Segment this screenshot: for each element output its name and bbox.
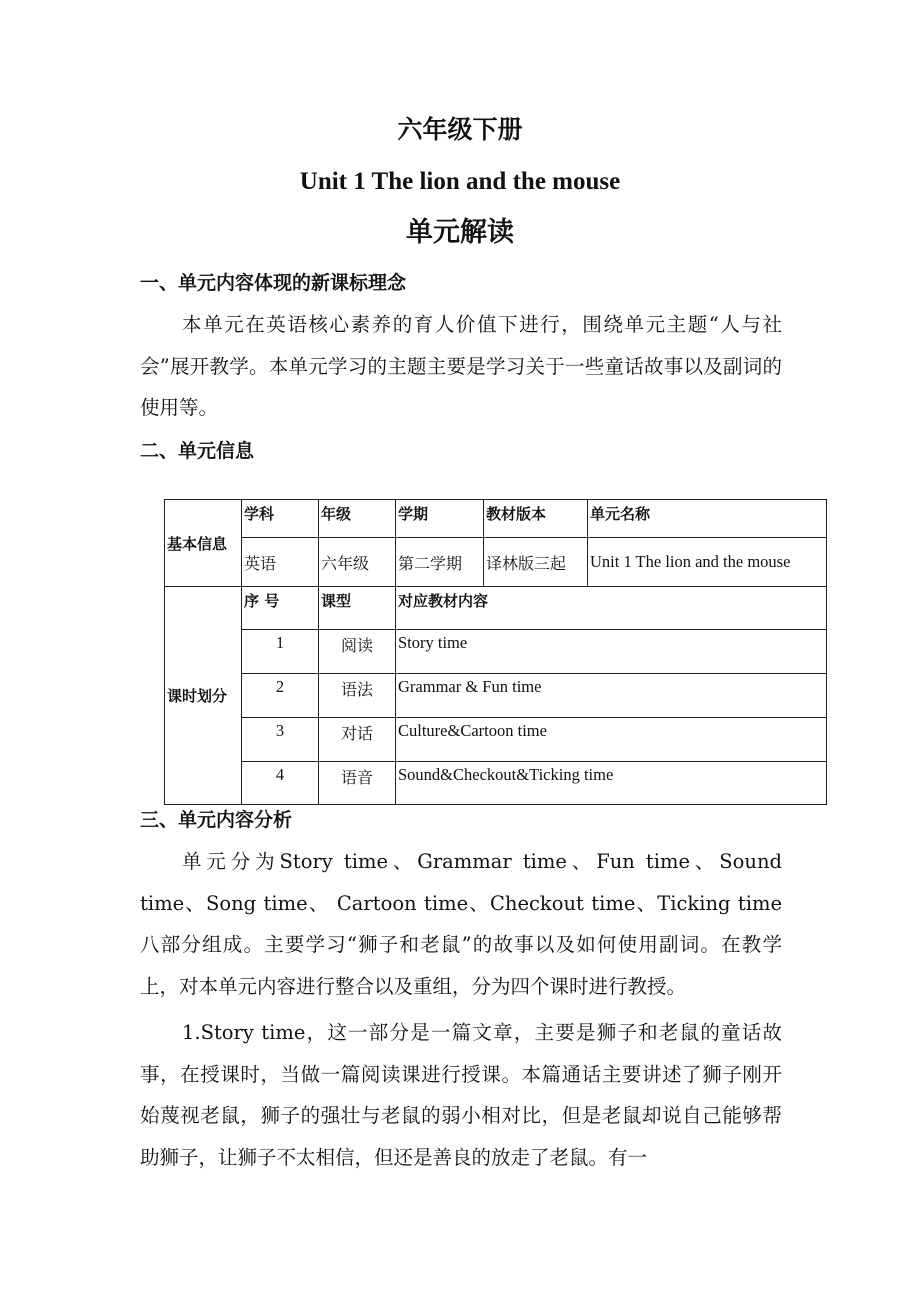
value-subject: 英语 (242, 538, 319, 587)
header-lesson-content: 对应教材内容 (396, 587, 827, 630)
lesson-number: 2 (242, 674, 319, 718)
lesson-number: 3 (242, 718, 319, 762)
lesson-number: 4 (242, 762, 319, 805)
section-3-text-2: 1.Story time，这一部分是一篇文章，主要是狮子和老鼠的童话故事，在授课时，当做一篇阅读课进行授课。本篇通话主要讲述了狮子刚开始蔑视老鼠，狮子的强壮与老鼠的弱小相对比，但是老鼠却说自己能够帮助狮子，让狮子不太相信，但还是善良的放走了老鼠。有一 (140, 1021, 782, 1169)
lesson-content: Story time (396, 630, 827, 674)
section-title: 单元解读 (406, 217, 514, 248)
lesson-content: Grammar & Fun time (396, 674, 827, 718)
unit-title: Unit 1 The lion and the mouse (299, 168, 621, 195)
value-grade: 六年级 (319, 538, 396, 587)
section-3-text-1: 单元分为Story time、Grammar time、Fun time、Sound time、Song time、 Cartoon time、Checkout time、Ticking time八部分组成。主要学习“狮子和老鼠”的故事以及如何使用副词。在教学上，对本单元内容进行整合以及重组，分为四个课时进行教授。 (140, 850, 782, 998)
lesson-type: 阅读 (319, 630, 396, 674)
lessons-label: 课时划分 (165, 587, 242, 805)
lesson-content: Sound&Checkout&Ticking time (396, 762, 827, 805)
lesson-number: 1 (242, 630, 319, 674)
section-2-heading: 二、单元信息 (140, 440, 255, 462)
value-unit-name: Unit 1 The lion and the mouse (588, 538, 827, 587)
header-lesson-type: 课型 (319, 587, 396, 630)
table-row (165, 674, 827, 718)
section-3-heading: 三、单元内容分析 (140, 809, 293, 831)
header-unit-name: 单元名称 (588, 500, 827, 538)
value-term: 第二学期 (396, 538, 484, 587)
header-edition: 教材版本 (484, 500, 588, 538)
basic-info-label: 基本信息 (165, 500, 242, 587)
section-1-heading: 一、单元内容体现的新课标理念 (140, 272, 407, 294)
lesson-type: 语音 (319, 762, 396, 805)
lesson-type: 语法 (319, 674, 396, 718)
section-1-text: 本单元在英语核心素养的育人价值下进行，围绕单元主题“人与社会”展开教学。本单元学习的主题主要是学习关于一些童话故事以及副词的使用等。 (140, 313, 782, 419)
table-row (165, 718, 827, 762)
lesson-type: 对话 (319, 718, 396, 762)
header-term: 学期 (396, 500, 484, 538)
header-grade: 年级 (319, 500, 396, 538)
header-subject: 学科 (242, 500, 319, 538)
table-row (165, 630, 827, 674)
header-lesson-number: 序 号 (242, 587, 319, 630)
lesson-content: Culture&Cartoon time (396, 718, 827, 762)
value-edition: 译林版三起 (484, 538, 588, 587)
unit-info-table (164, 499, 827, 805)
grade-title: 六年级下册 (397, 115, 523, 144)
table-row (165, 762, 827, 805)
